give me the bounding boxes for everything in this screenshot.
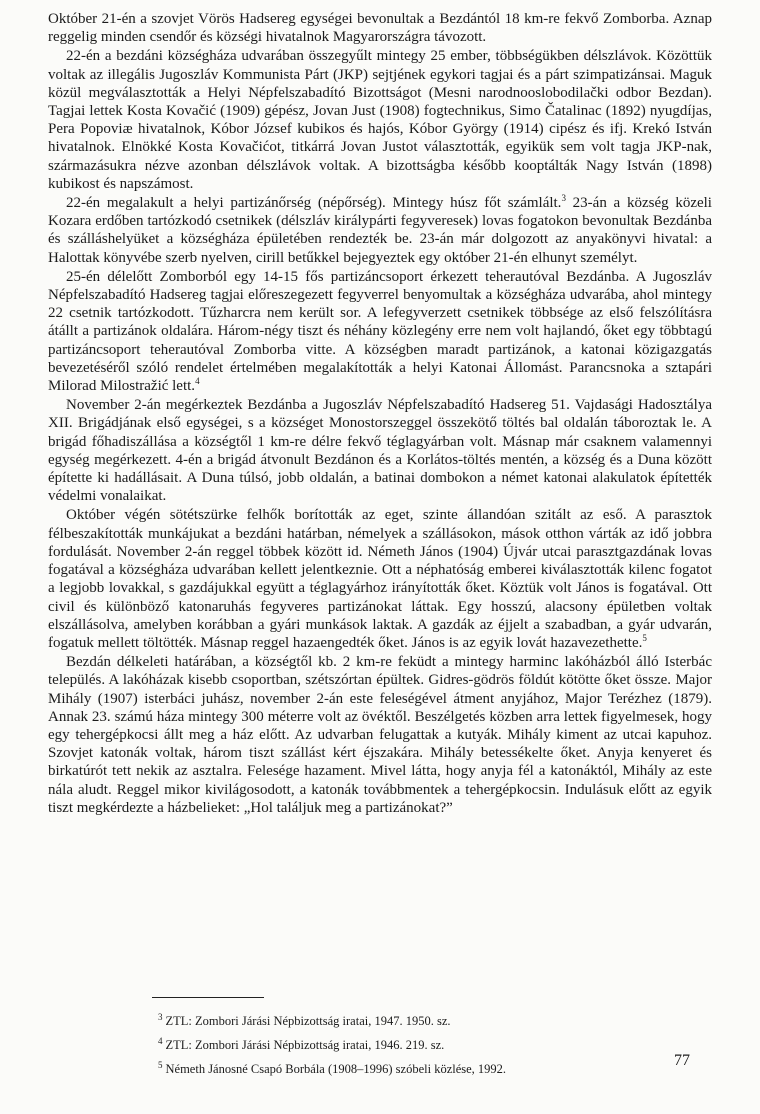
footnote-5 [158, 1055, 698, 1079]
footnote-3 [158, 1007, 698, 1031]
paragraph-4-text: 25-én délelőtt Zomborból egy 14-15 fős partizáncsoport érkezett teherautóval Bezdánba. A Jugoszláv Népfelszabadító Hadsereg tagjai előreszegezett fegyverrel benyomultak a községháza udvarába, ahol mintegy 22 csetnik tartózkodott. Tűzharcra nem került sor. A lefegyverzett csetnikek többsége az első felszólításra átállt a partizánok oldalára. Három-négy tiszt és néhány közlegény erre nem volt hajlandó, őket egy többtagú partizáncsoport teherautóval Zomborba vitte. A községben maradt partizánok, a katonai közigazgatás bevezetéséről szóló rendelet értelmében megalakították a helyi Katonai Állomást. Parancsnoka a sztapári Milorad Milostražić lett. [48, 268, 712, 395]
paragraph-6 [48, 506, 712, 652]
footnote-divider [152, 997, 264, 998]
paragraph-7: Bezdán délkeleti határában, a községtől kb. 2 km-re feküdt a mintegy harminc lakóházból álló Isterbác település. A lakóházak kisebb csoportban, szétszórtan épültek. Gidres-gödrös földút kötötte őket össze. Major Mihály (1907) isterbáci juhász, november 2-án este feleségével átment anyjához, Major Terézhez (1879). Annak 23. számú háza mintegy 300 méterre volt az övéktől. Beszélgetés közben arra lettek figyelmesek, hogy egy tehergépkocsi állt meg a ház előtt. Az udvarban felugattak a kutyák. Mihály kiment az utcai kapuhoz. Szovjet katonák voltak, három tiszt szállást kért éjszakára. Mihály betessékelte őket. Anyja kenyeret és birkatúrót tett nekik az asztalra. Felesége hazament. Mivel látta, hogy anyja fél a katonáktól, Mihály az este nála aludt. Reggel mikor kivilágosodott, a katonák továbbmentek a tehergépkocsin. Indulásuk előtt az egyik tiszt megkérdezte a házbelieket: „Hol találjuk meg a partizánokat?” [48, 654, 712, 816]
paragraph-6-text: Október végén sötétszürke felhők borították az eget, szinte állandóan szitált az eső. A parasztok félbeszakították munkájukat a bezdáni határban, némelyek a szállásokon, mások otthon várták az idő jobbra fordulását. November 2-án reggel többek között id. Németh János (1904) Újvár utcai parasztgazdának lovas fogatával a községháza udvarában kellett jelentkeznie. Ott a néphatóság emberei kiválasztották kilenc fogatot a legjobb lovakkal, s gazdájukkal együtt a téglagyárhoz irányították őket. Köztük volt János is fogatával. Ott civil és különböző katonaruhás fegyveres partizánokat láttak. Egy hosszú, alacsony épületben voltak elszállásolva, amelyben korábban a gyári munkások laktak. A gazdák az éjjelt a szabadban, a gyár udvarán, fogatuk mellett töltötték. Másnap reggel hazaengedték őket. János is az egyik lovát hazavezethette. [48, 507, 712, 651]
paragraph-3-text-a: 22-én megalakult a helyi partizánőrség (népőrség). Mintegy húsz főt számlált. [66, 195, 562, 212]
paragraph-1: Október 21-én a szovjet Vörös Hadsereg egységei bevonultak a Bezdántól 18 km-re fekvő Zomborba. Aznap reggelig minden csendőr és községi hivatalnok Magyarországra távozott. [48, 11, 712, 46]
paragraph-3 [48, 194, 712, 267]
body-text [48, 10, 712, 818]
footnote-4 [158, 1031, 698, 1055]
footnote-number: 5 [158, 1060, 163, 1071]
page-number: 77 [674, 1052, 690, 1069]
footnotes [158, 1007, 698, 1079]
footnote-text: Németh Jánosné Csapó Borbála (1908–1996) szóbeli közlése, 1992. [165, 1062, 507, 1077]
paragraph-5: November 2-án megérkeztek Bezdánba a Jugoszláv Népfelszabadító Hadsereg 51. Vajdasági Hadosztálya XII. Brigádjának első egységei, s a községet Monostorszeggel összekötő töltés bal oldalán táboroztak le. A brigád főhadiszállása a községtől 1 km-re délre fekvő téglagyárban volt. Másnap már csaknem valamennyi egység megérkezett. 4-én a brigád átvonult Bezdánon és a Korlátos-töltés mentén, a község és a Duna között építette ki hadállásait. A Duna túlsó, jobb oldalán, a batinai dombokon a német katonai alakulatok építették védelmi vonalaikat. [48, 397, 712, 505]
footnote-text: ZTL: Zombori Járási Népbizottság iratai, 1946. 219. sz. [165, 1038, 445, 1053]
paragraph-4 [48, 268, 712, 395]
paragraph-3-text-b: 23-án a község közeli Kozara erdőben tartózkodó csetnikek (délszláv királypárti fegyveresek) lovas fogatokon bevonultak Bezdánba és szálláshelyüket a községháza épületében rendezték be. 23-án már dolgozott az anyakönyvi hivatal: a Halottak könyvébe szerb nyelven, cirill betűkkel bejegyeztek egy október 21-én elhunyt személyt. [48, 195, 712, 266]
footnote-ref-5[interactable]: 5 [642, 632, 647, 643]
footnote-text: ZTL: Zombori Járási Népbizottság iratai, 1947. 1950. sz. [165, 1014, 451, 1029]
footnote-ref-4[interactable]: 4 [195, 376, 200, 387]
footnote-ref-3[interactable]: 3 [561, 193, 566, 204]
footnote-number: 3 [158, 1012, 163, 1022]
footnote-number: 4 [158, 1036, 163, 1047]
paragraph-2: 22-én a bezdáni községháza udvarában összegyűlt mintegy 25 ember, többségükben délszlávok. Közöttük voltak az illegális Jugoszláv Kommunista Párt (JKP) sejtjének egykori tagjai és a párt szimpatizánsai. Maguk közül megválasztották a Helyi Népfelszabadító Bizottságot (Mesni narodnooslobodilački odbor Bezdan). Tagjai lettek Kosta Kovačić (1909) gépész, Jovan Just (1908) fogtechnikus, Simo Čatalinac (1892) nyugdíjas, Pera Popoviæ hivatalnok, Kóbor József kubikos és hajós, Kóbor György (1914) cipész és ifj. Krekó István hivatalnok. Elnökké Kosta Kovačićot, titkárrá Jovan Justot választották, egyikük sem volt tagja JKP-nak, származásukra nézve azonban délszlávok voltak. A bizottságba később kooptálták Nagy István (1898) kubikost és napszámost. [48, 48, 712, 192]
